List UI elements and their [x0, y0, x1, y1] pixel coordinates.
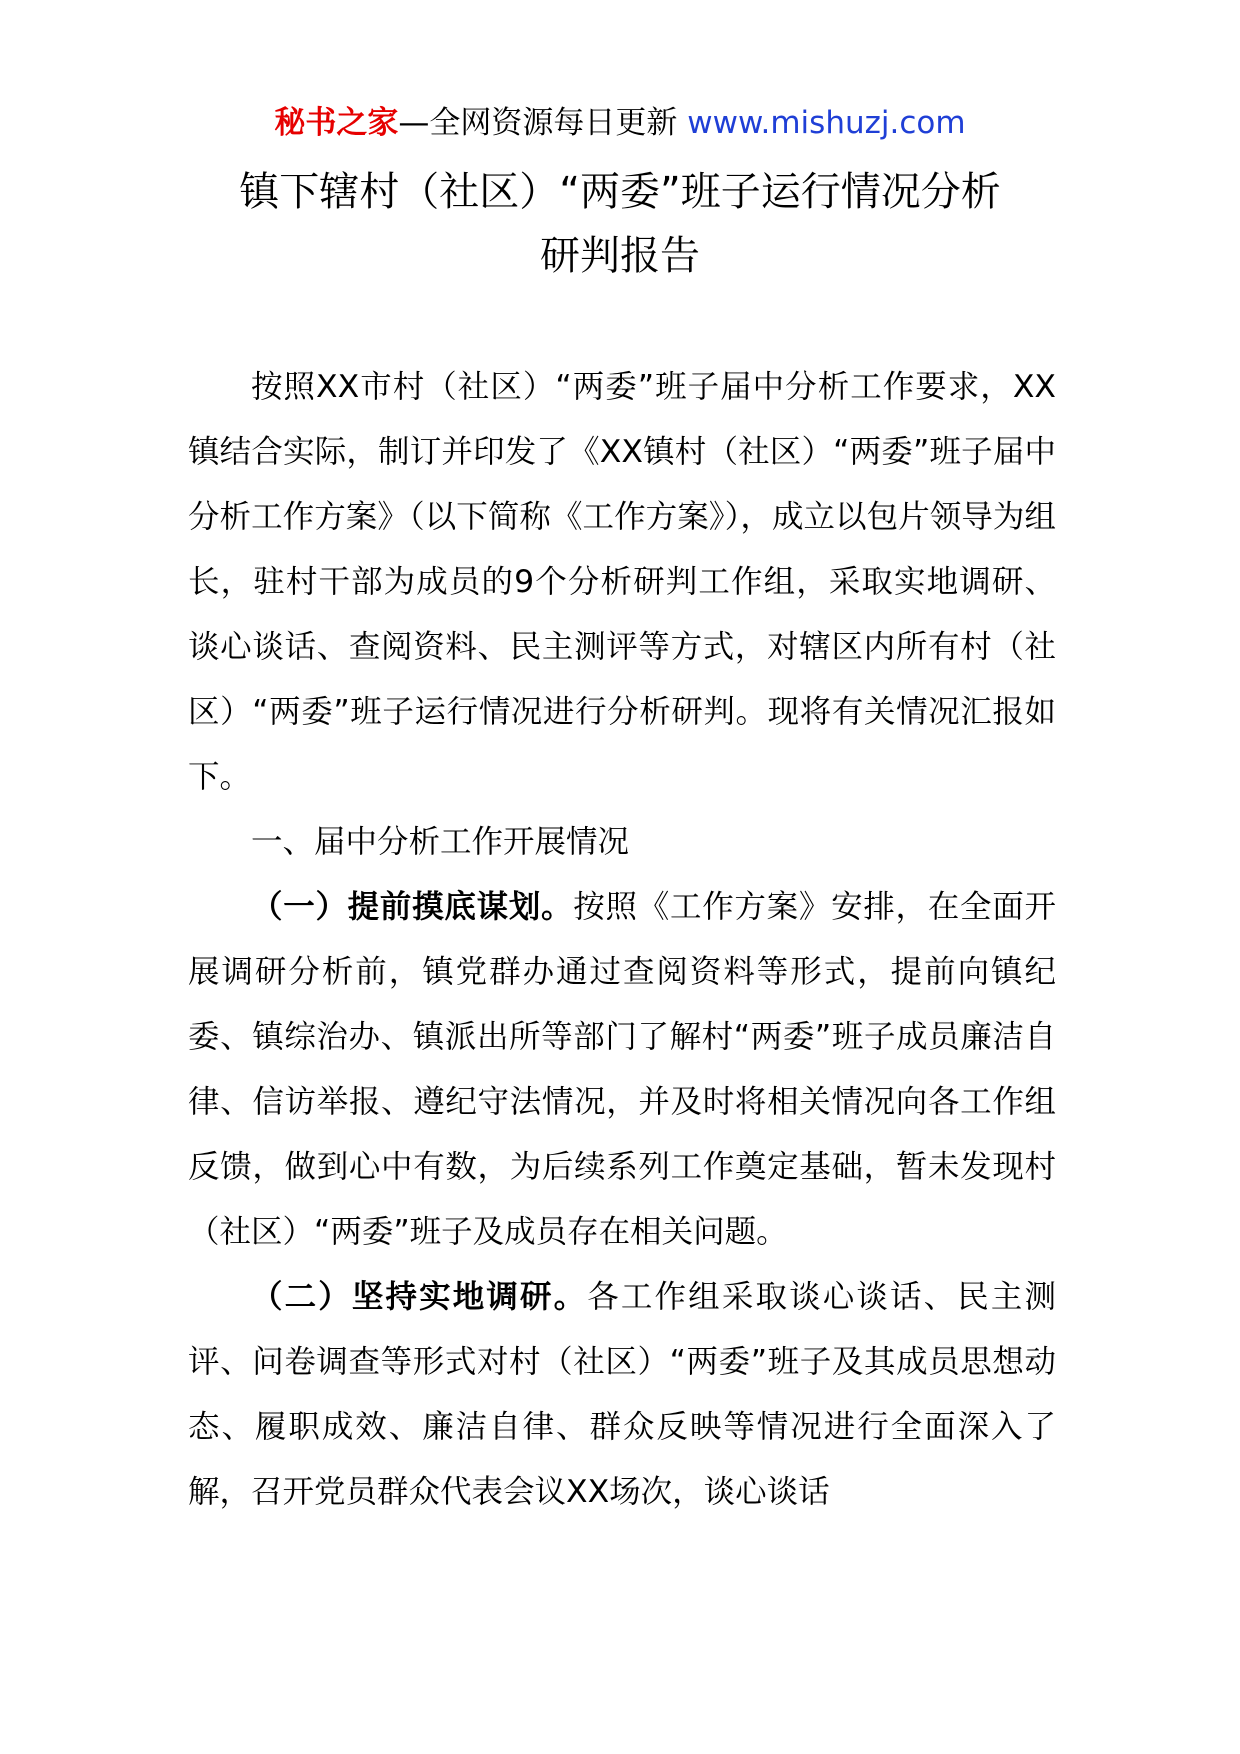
title-line-1: 镇下辖村（社区）“两委”班子运行情况分析 [239, 169, 1001, 215]
subsection-2-heading: （二）坚持实地调研。 [251, 1279, 588, 1315]
title-line-2: 研判报告 [540, 233, 700, 279]
subsection-1-heading: （一）提前摸底谋划。 [251, 889, 574, 925]
document-title [150, 160, 1090, 288]
intro-paragraph: 按照XX市村（社区）“两委”班子届中分析工作要求，XX镇结合实际，制订并印发了《XX镇村（社区）“两委”班子届中分析工作方案》（以下简称《工作方案》），成立以包片领导为组长，驻村干部为成员的9个分析研判工作组，采取实地调研、谈心谈话、查阅资料、民主测评等方式，对辖区内所有村（社区）“两委”班子运行情况进行分析研判。现将有关情况汇报如下。 [188, 369, 1056, 795]
section-heading-1: 一、届中分析工作开展情况 [251, 824, 630, 860]
site-header [0, 100, 1240, 146]
subsection-1-text: 按照《工作方案》安排，在全面开展调研分析前，镇党群办通过查阅资料等形式，提前向镇纪委、镇综治办、镇派出所等部门了解村“两委”班子成员廉洁自律、信访举报、遵纪守法情况，并及时将相关情况向各工作组反馈，做到心中有数，为后续系列工作奠定基础，暂未发现村（社区）“两委”班子及成员存在相关问题。 [188, 889, 1056, 1250]
document-body [188, 355, 1056, 1525]
site-url: www.mishuzj.com [687, 105, 966, 141]
subsection-2-paragraph [188, 1265, 1056, 1525]
subsection-1-paragraph [188, 875, 1056, 1265]
brand-name: 秘书之家 [274, 105, 399, 141]
header-tagline: —全网资源每日更新 [398, 105, 688, 141]
subsection-2-text: 各工作组采取谈心谈话、民主测评、问卷调查等形式对村（社区）“两委”班子及其成员思想动态、履职成效、廉洁自律、群众反映等情况进行全面深入了解，召开党员群众代表会议XX场次，谈心谈话 [188, 1279, 1056, 1510]
